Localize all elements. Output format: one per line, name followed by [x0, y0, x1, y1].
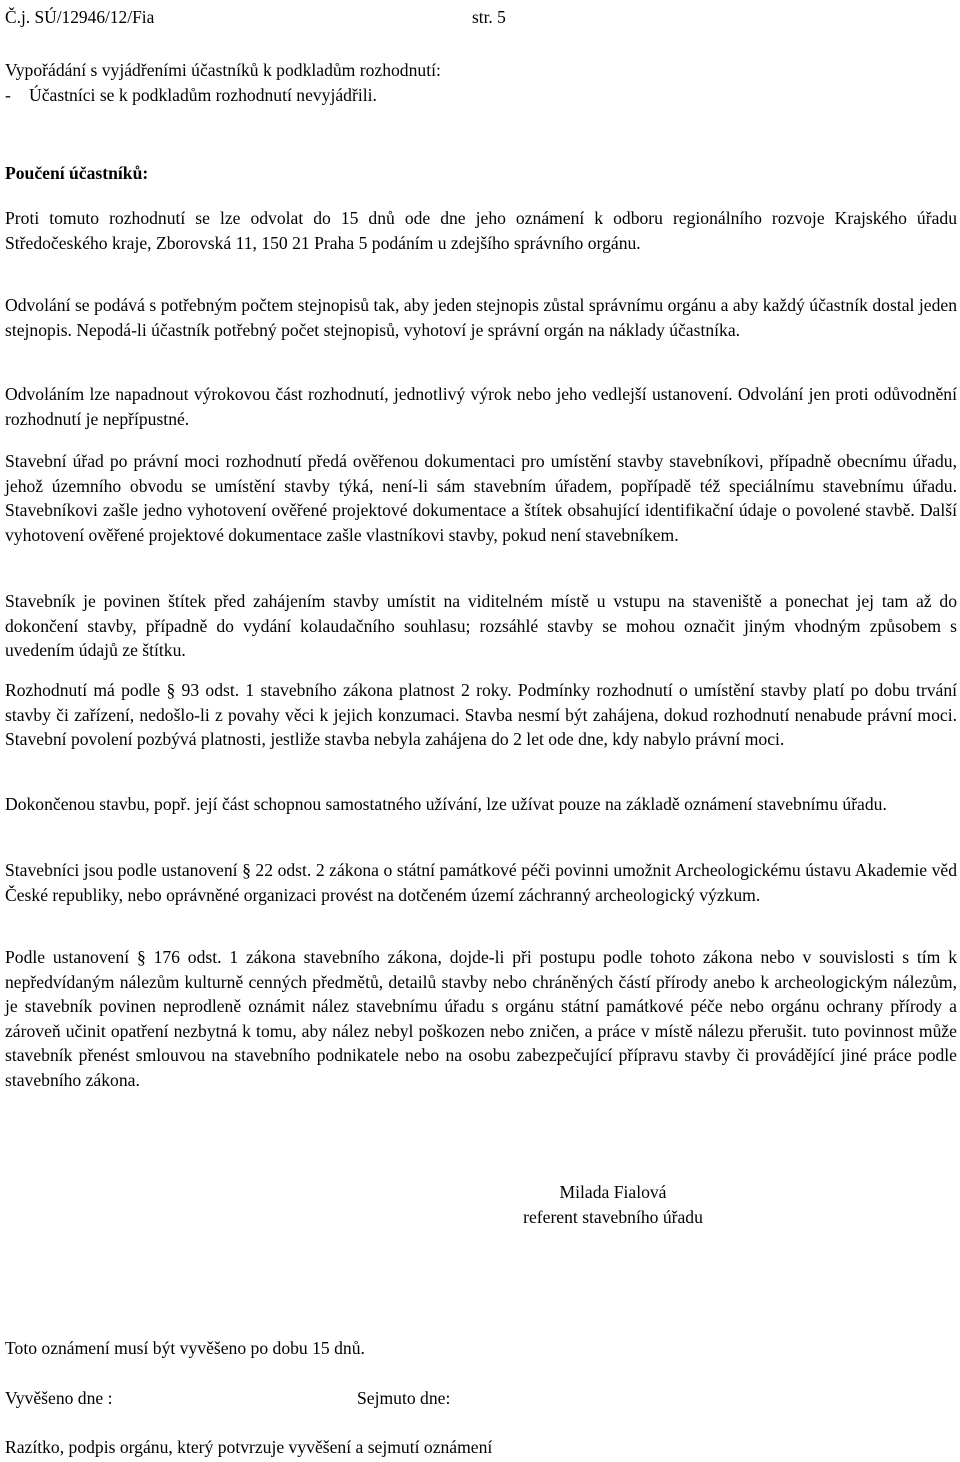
- instruction-heading: Poučení účastníků:: [5, 163, 149, 183]
- objections-item-text: Účastníci se k podkladům rozhodnutí nevyjádřili.: [29, 85, 377, 105]
- paragraph-appeal-scope: Odvoláním lze napadnout výrokovou část rozhodnutí, jednotlivý výrok nebo jeho vedlejší ustanovení. Odvolání jen proti odůvodnění rozhodnutí je nepřípustné.: [5, 384, 957, 429]
- paragraph-documentation: Stavební úřad po právní moci rozhodnutí předá ověřenou dokumentaci pro umístění stavby stavebníkovi, případně obecnímu úřadu, jehož územního obvodu se umístění stavby týká, není-li sám stavebním úřadem, popřípadě též speciálnímu stavebnímu úřadu. Stavebníkovi zašle jedno vyhotovení ověřené projektové dokumentace a štítek obsahující identifikační údaje o povolené stavbě. Další vyhotovení ověřené projektové dokumentace zašle vlastníkovi stavby, pokud není stavebníkem.: [5, 451, 957, 545]
- posting-notice: Toto oznámení musí být vyvěšeno po dobu 15 dnů.: [5, 1338, 365, 1358]
- case-reference: Č.j. SÚ/12946/12/Fia: [5, 7, 155, 27]
- paragraph-findings: Podle ustanovení § 176 odst. 1 zákona stavebního zákona, dojde-li při postupu podle tohoto zákona nebo v souvislosti s tím k nepředvídaným nálezům kulturně cenných předmětů, detailů stavby nebo chráněných částí přírody anebo k archeologickým nálezům, je stavebník povinen neprodleně oznámit nález stavebnímu úřadu s orgánu státní památkové péče nebo orgánu ochrany přírody a zároveň učinit opatření nezbytná k tomu, aby nález nebyl poškozen nebo zničen, a práce v místě nálezu přerušit. tuto povinnost může stavebník přenést smlouvou na stavebního podnikatele nebo na osobu zabezpečující přípravu stavby či provádějící jiné práce podle stavebního zákona.: [5, 947, 957, 1090]
- stamp-label: Razítko, podpis orgánu, který potvrzuje vyvěšení a sejmutí oznámení: [5, 1437, 493, 1457]
- paragraph-archaeology: Stavebníci jsou podle ustanovení § 22 odst. 2 zákona o státní památkové péči povinni umožnit Archeologickému ústavu Akademie věd České republiky, nebo oprávněné organizaci provést na dotčeném území záchranný archeologický výzkum.: [5, 860, 957, 905]
- removed-date-label: Sejmuto dne:: [357, 1388, 451, 1408]
- paragraph-appeal-copies: Odvolání se podává s potřebným počtem stejnopisů tak, aby jeden stejnopis zůstal správnímu orgánu a aby každý účastník dostal jeden stejnopis. Nepodá-li účastník potřebný počet stejnopisů, vyhotoví je správní orgán na náklady účastníka.: [5, 295, 957, 340]
- paragraph-usage: Dokončenou stavbu, popř. její část schopnou samostatného užívání, lze užívat pouze na základě oznámení stavebnímu úřadu.: [5, 794, 887, 814]
- paragraph-validity: Rozhodnutí má podle § 93 odst. 1 stavebního zákona platnost 2 roky. Podmínky rozhodnutí o umístění stavby platí po dobu trvání stavby či zařízení, nedošlo-li z povahy věci k jejich konzumaci. Stavba nesmí být zahájena, dokud rozhodnutí nenabude právní moci. Stavební povolení pozbývá platnosti, jestliže stavba nebyla zahájena do 2 let ode dne, kdy nabylo právní moci.: [5, 680, 957, 750]
- posted-date-label: Vyvěšeno dne :: [5, 1388, 113, 1408]
- paragraph-site-label: Stavebník je povinen štítek před zahájením stavby umístit na viditelném místě u vstupu na staveniště a ponechat jej tam až do dokončení stavby, případně do vydání kolaudačního souhlasu; rozsáhlé stavby se mohou označit jiným vhodným způsobem s uvedením údajů ze štítku.: [5, 591, 957, 661]
- objections-item: [5, 83, 957, 108]
- page-header: [5, 5, 957, 29]
- signature-block: [463, 1180, 763, 1230]
- list-dash: -: [5, 85, 11, 105]
- paragraph-appeal-venue: Proti tomuto rozhodnutí se lze odvolat do 15 dnů ode dne jeho oznámení k odboru regionálního rozvoje Krajského úřadu Středočeského kraje, Zborovská 11, 150 21 Praha 5 podáním u zdejšího správního orgánu.: [5, 208, 957, 253]
- page-number: str. 5: [472, 7, 506, 27]
- objections-title: Vypořádání s vyjádřeními účastníků k podkladům rozhodnutí:: [5, 60, 441, 80]
- signatory-position: referent stavebního úřadu: [523, 1207, 703, 1227]
- signatory-name: Milada Fialová: [559, 1182, 667, 1202]
